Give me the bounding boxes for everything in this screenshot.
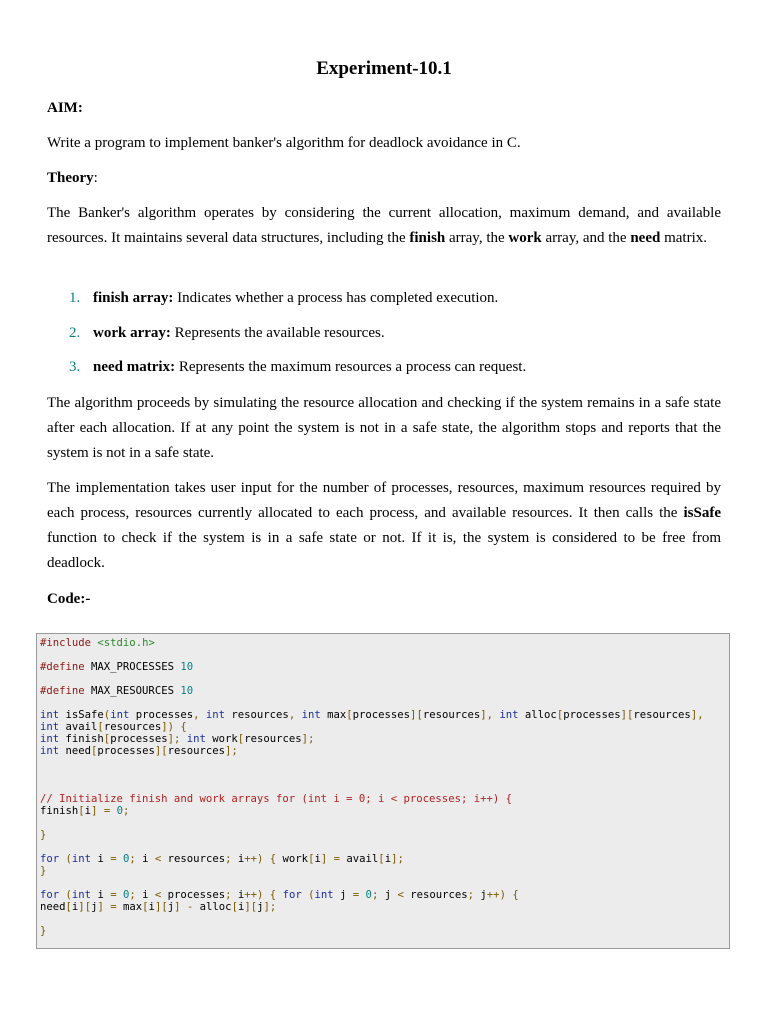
theory-p3-bold-issafe: isSafe — [683, 505, 721, 521]
list-item — [69, 355, 526, 380]
list-item — [69, 321, 385, 346]
code-line — [40, 673, 704, 685]
theory-heading: Theory — [47, 170, 94, 186]
theory-p1-text-3: array, and the — [541, 230, 631, 246]
code-line — [40, 697, 704, 709]
code-line: int need[processes][resources]; — [40, 745, 238, 757]
theory-p1-bold-need: need — [630, 230, 661, 246]
code-line: int isSafe(int processes, int resources, int max[processes][resources], int alloc[processes][resources], — [40, 709, 704, 721]
list-item-number: 3. — [69, 359, 81, 375]
aim-text: Write a program to implement banker's algorithm for deadlock avoidance in C. — [47, 135, 521, 151]
code-listing — [40, 637, 704, 937]
code-line: } — [40, 925, 47, 937]
code-line: // Initialize finish and work arrays for (int i = 0; i < processes; i++) { — [40, 793, 512, 805]
code-block — [36, 633, 730, 949]
theory-p3-text-2: function to check if the system is in a safe state or not. If it is, the system is considered to be free from deadlock. — [47, 530, 721, 571]
theory-p1-bold-finish: finish — [409, 230, 446, 246]
code-line — [40, 769, 704, 781]
list-item-desc: Represents the available resources. — [170, 325, 385, 341]
code-line — [40, 781, 704, 793]
code-heading: Code:- — [47, 591, 91, 607]
code-line — [40, 817, 704, 829]
list-item — [69, 286, 498, 311]
list-item-term: work array: — [93, 325, 171, 341]
list-item-desc: Represents the maximum resources a process can request. — [175, 359, 527, 375]
theory-paragraph-2: The algorithm proceeds by simulating the resource allocation and checking if the system remains in a safe state after each allocation. If at any point the system is not in a safe state, the algorithm stops and reports that the system is not in a safe state. — [47, 395, 721, 461]
theory-p1-text-1: The Banker's algorithm operates by considering the current allocation, maximum demand, and available resources. It maintains several data structures, including the — [47, 205, 721, 246]
list-item-number: 2. — [69, 325, 81, 341]
list-item-number: 1. — [69, 290, 81, 306]
list-item-term: need matrix: — [93, 359, 176, 375]
list-item-term: finish array: — [93, 290, 174, 306]
theory-colon: : — [93, 170, 98, 186]
theory-heading-line — [47, 166, 721, 191]
code-line — [40, 913, 704, 925]
code-line — [40, 877, 704, 889]
code-line: #include <stdio.h> — [40, 637, 155, 649]
code-line: int avail[resources]) { — [40, 721, 187, 733]
code-line: for (int i = 0; i < processes; i++) { for (int j = 0; j < resources; j++) { — [40, 889, 519, 901]
code-line — [40, 757, 704, 769]
code-line — [40, 841, 704, 853]
code-line — [40, 649, 704, 661]
theory-p1-text-4: matrix. — [660, 230, 707, 246]
code-line: #define MAX_RESOURCES 10 — [40, 685, 194, 697]
theory-paragraph-1 — [47, 201, 721, 251]
code-line: } — [40, 865, 47, 877]
theory-paragraph-3 — [47, 476, 721, 576]
theory-p3-text-1: The implementation takes user input for the number of processes, resources, maximum resources required by each process, resources currently allocated to each process, and available resources. It then calls the — [47, 480, 721, 521]
aim-heading: AIM: — [47, 100, 83, 116]
theory-p1-text-2: array, the — [445, 230, 509, 246]
code-line: #define MAX_PROCESSES 10 — [40, 661, 194, 673]
theory-p1-bold-work: work — [508, 230, 542, 246]
code-line: for (int i = 0; i < resources; i++) { work[i] = avail[i]; — [40, 853, 404, 865]
code-line: } — [40, 829, 47, 841]
page-title: Experiment-10.1 — [316, 58, 452, 79]
list-item-desc: Indicates whether a process has completed execution. — [173, 290, 499, 306]
code-line: int finish[processes]; int work[resources]; — [40, 733, 315, 745]
code-line: finish[i] = 0; — [40, 805, 130, 817]
code-line: need[i][j] = max[i][j] - alloc[i][j]; — [40, 901, 277, 913]
